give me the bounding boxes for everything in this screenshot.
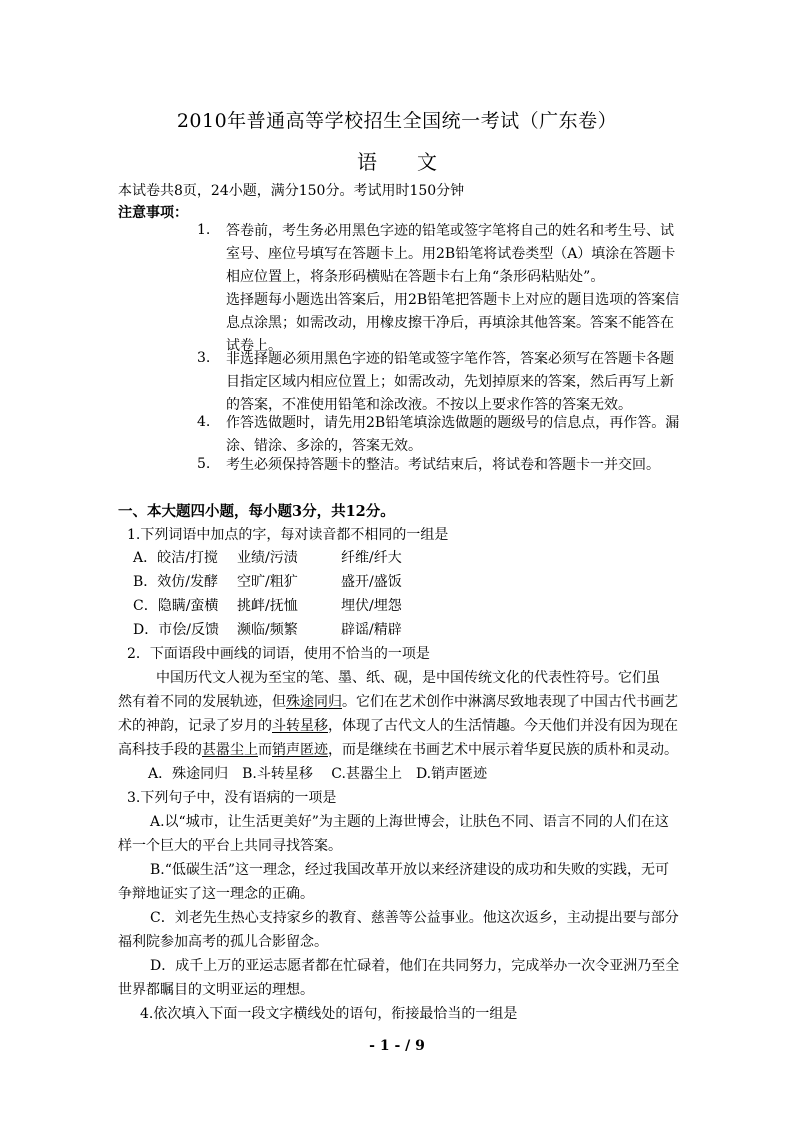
notice-line: 室号、座位号填写在答题卡上。用2B铅笔将试卷类型（A）填涂在答题卡	[226, 246, 676, 262]
q3-option-c-line: C．刘老先生热心支持家乡的教育、慈善等公益事业。他这次返乡，主动提出要与部分	[150, 910, 679, 926]
underlined-term: 斗转星移	[272, 718, 328, 734]
q3-option-a-line: A.以“城市，让生活更美好”为主题的上海世博会，让肤色不同、语言不同的人们在这	[150, 814, 669, 830]
q2-passage-line: 中国历代文人视为至宝的笔、墨、纸、砚，是中国传统文化的代表性符号。它们虽	[156, 670, 660, 686]
section-heading: 一、本大题四小题，每小题3分，共12分。	[118, 503, 395, 520]
subject-title: 语文	[357, 150, 477, 174]
notice-title: 注意事项：	[118, 205, 188, 221]
underlined-term: 销声匿迹	[272, 742, 328, 758]
q3-option-d-line: D．成千上万的亚运志愿者都在忙碌着，他们在共同努力，完成举办一次令亚洲乃至全	[150, 958, 680, 974]
q1-option-d: D．市侩/反馈 濒临/频繁 辟谣/精辟	[133, 622, 402, 638]
q3-option-c-line: 福利院参加高考的孤儿合影留念。	[118, 934, 328, 950]
underlined-term: 甚嚣尘上	[202, 742, 258, 758]
notice-line: 考生必须保持答题卡的整洁。考试结束后，将试卷和答题卡一并交回。	[226, 457, 660, 473]
q2-passage-line: 术的神韵，记录了岁月的斗转星移，体现了古代文人的生活情趣。今天他们并没有因为现在	[118, 718, 678, 734]
notice-line: 目指定区域内相应位置上；如需改动，先划掉原来的答案，然后再写上新	[226, 374, 674, 390]
page-title: 2010年普通高等学校招生全国统一考试（广东卷）	[176, 110, 618, 132]
question-1-stem: 1.下列词语中加点的字，每对读音都不相同的一组是	[127, 527, 449, 543]
notice-item	[226, 348, 674, 417]
notice-number: 5.	[197, 456, 211, 472]
notice-line: 涂、错涂、多涂的，答案无效。	[226, 438, 422, 454]
page-number: - 1 - / 9	[369, 1038, 425, 1054]
notice-line: 息点涂黑；如需改动，用橡皮擦干净后，再填涂其他答案。答案不能答在	[226, 315, 674, 331]
question-2-stem: 2．下面语段中画线的词语，使用不恰当的一项是	[127, 646, 430, 662]
notice-number: 4.	[197, 414, 211, 430]
q3-option-b-line: 争辩地证实了这一理念的正确。	[118, 886, 314, 902]
notice-line: 选择题每小题选出答案后，用2B铅笔把答题卡上对应的题目选项的答案信	[226, 292, 680, 308]
q2-passage-line: 高科技手段的甚嚣尘上而销声匿迹，而是继续在书画艺术中展示着华夏民族的质朴和灵动。	[118, 742, 678, 758]
notice-number: 1.	[197, 222, 211, 238]
question-4-stem: 4.依次填入下面一段文字横线处的语句，衔接最恰当的一组是	[140, 1006, 518, 1022]
underlined-term: 殊途同归	[286, 694, 342, 710]
question-3-stem: 3.下列句子中，没有语病的一项是	[127, 790, 337, 806]
notice-item	[226, 220, 679, 358]
notice-item	[226, 454, 660, 477]
notice-line: 非选择题必须用黑色字迹的铅笔或签字笔作答，答案必须写在答题卡各题	[226, 351, 674, 367]
notice-line: 试卷上。	[226, 338, 282, 354]
q1-option-a: A．皎洁/打搅 业绩/污渍 纤维/纤大	[133, 550, 402, 566]
q2-options: A．殊途同归 B.斗转星移 C.甚嚣尘上 D.销声匿迹	[148, 766, 488, 782]
q3-option-a-line: 样一个巨大的平台上共同寻找答案。	[118, 838, 342, 854]
q1-option-b: B．效仿/发酵 空旷/粗犷 盛开/盛饭	[133, 574, 402, 590]
notice-line: 作答选做题时，请先用2B铅笔填涂选做题的题级号的信息点，再作答。漏	[226, 415, 680, 431]
notice-line: 的答案，不准使用铅笔和涂改液。不按以上要求作答的答案无效。	[226, 397, 632, 413]
exam-info: 本试卷共8页，24小题，满分150分。考试用时150分钟	[118, 183, 465, 199]
q3-option-b-line: B.“低碳生活”这一理念，经过我国改革开放以来经济建设的成功和失败的实践，无可	[150, 862, 670, 878]
notice-item	[226, 412, 679, 458]
q3-option-d-line: 世界都瞩目的文明亚运的理想。	[118, 982, 314, 998]
q1-option-c: C．隐瞒/蛮横 挑衅/抚恤 埋伏/埋怨	[133, 598, 402, 614]
q2-passage-line: 然有着不同的发展轨迹，但殊途同归。它们在艺术创作中淋漓尽致地表现了中国古代书画艺	[118, 694, 678, 710]
notice-line: 答卷前，考生务必用黑色字迹的铅笔或签字笔将自己的姓名和考生号、试	[226, 223, 674, 239]
notice-number: 3.	[197, 350, 211, 366]
notice-line: 相应位置上，将条形码横贴在答题卡右上角“条形码粘贴处”。	[226, 269, 605, 285]
